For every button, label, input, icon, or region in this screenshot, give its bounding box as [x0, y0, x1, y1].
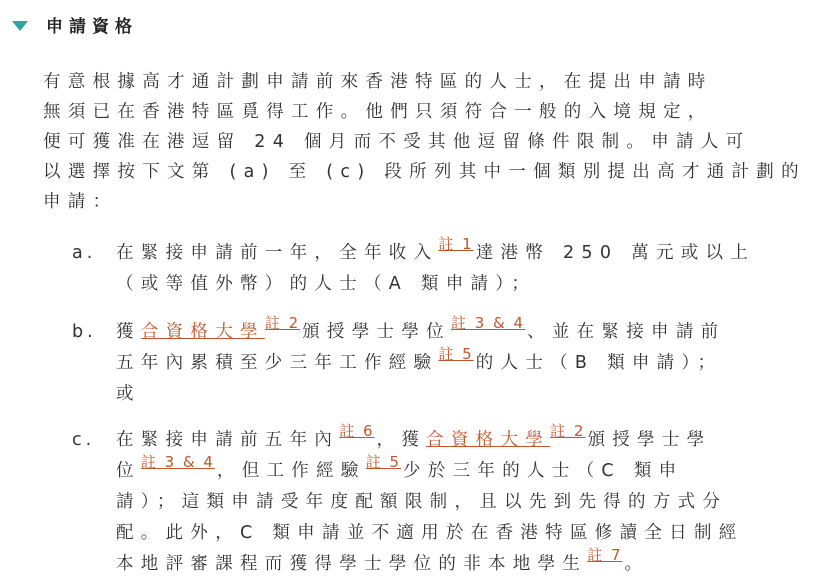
footnote-link[interactable]: 註 6: [339, 422, 375, 440]
footnote-link[interactable]: 註 5: [438, 345, 474, 363]
eligible-universities-link[interactable]: 合資格大學: [426, 430, 551, 450]
item-line: [116, 422, 712, 450]
text: 位: [116, 461, 141, 481]
item-line: [116, 453, 684, 481]
item-line: 或: [116, 384, 141, 404]
item-line: [116, 345, 723, 373]
expand-triangle-icon[interactable]: [12, 21, 28, 31]
item-marker: a.: [72, 243, 97, 263]
text: 五年內累積至少三年工作經驗: [116, 353, 439, 373]
footnote-link[interactable]: 註 7: [587, 546, 623, 564]
section-title: 申請資格: [46, 17, 138, 37]
text: 達港幣 250 萬元或以上: [475, 243, 756, 263]
text: 、並在緊接申請前: [527, 322, 726, 342]
intro-line: 便可獲准在港逗留 24 個月而不受其他逗留條件限制。申請人可: [43, 132, 751, 152]
text: 本地評審課程而獲得學士學位的非本地學生: [116, 554, 588, 574]
item-line: 請）；這類申請受年度配額限制，且以先到先得的方式分: [116, 492, 728, 512]
text: 的人士（B 類申請）；: [475, 353, 723, 373]
text: 獲: [116, 322, 141, 342]
intro-line: 以選擇按下文第 (a) 至 (c) 段所列其中一個類別提出高才通計劃的: [43, 162, 806, 182]
eligible-universities-link[interactable]: 合資格大學: [140, 322, 265, 342]
item-line: [116, 314, 726, 342]
text: 在緊接申請前一年，全年收入: [116, 243, 439, 263]
item-marker: c.: [72, 430, 96, 450]
text: 在緊接申請前五年內: [116, 430, 340, 450]
footnote-link[interactable]: 註 1: [438, 235, 474, 253]
text: 頒授學士學: [587, 430, 712, 450]
text: ，獲: [376, 430, 427, 450]
item-line: 配。此外，C 類申請並不適用於在香港特區修讀全日制經: [116, 523, 744, 543]
item-marker: b.: [72, 322, 97, 342]
text: 頒授學士學位: [302, 322, 451, 342]
item-line: [116, 235, 756, 263]
item-line: [116, 546, 650, 574]
text: 。: [624, 554, 650, 574]
footnote-link[interactable]: 註 5: [365, 453, 402, 471]
footnote-link[interactable]: 註 2: [264, 314, 301, 332]
footnote-link[interactable]: 註 2: [550, 422, 586, 440]
footnote-link[interactable]: 註 3 & 4: [450, 314, 526, 332]
section-heading[interactable]: [12, 12, 138, 37]
text: 少於三年的人士（C 類申: [403, 461, 684, 481]
item-line: （或等值外幣）的人士（A 類申請）；: [116, 274, 537, 294]
intro-line: 無須已在香港特區覓得工作。他們只須符合一般的入境規定，: [43, 102, 713, 122]
footnote-link[interactable]: 註 3 & 4: [140, 453, 215, 471]
intro-line: 有意根據高才通計劃申請前來香港特區的人士，在提出申請時: [43, 72, 713, 92]
text: ，但工作經驗: [216, 461, 366, 481]
intro-line: 申請：: [43, 192, 118, 212]
